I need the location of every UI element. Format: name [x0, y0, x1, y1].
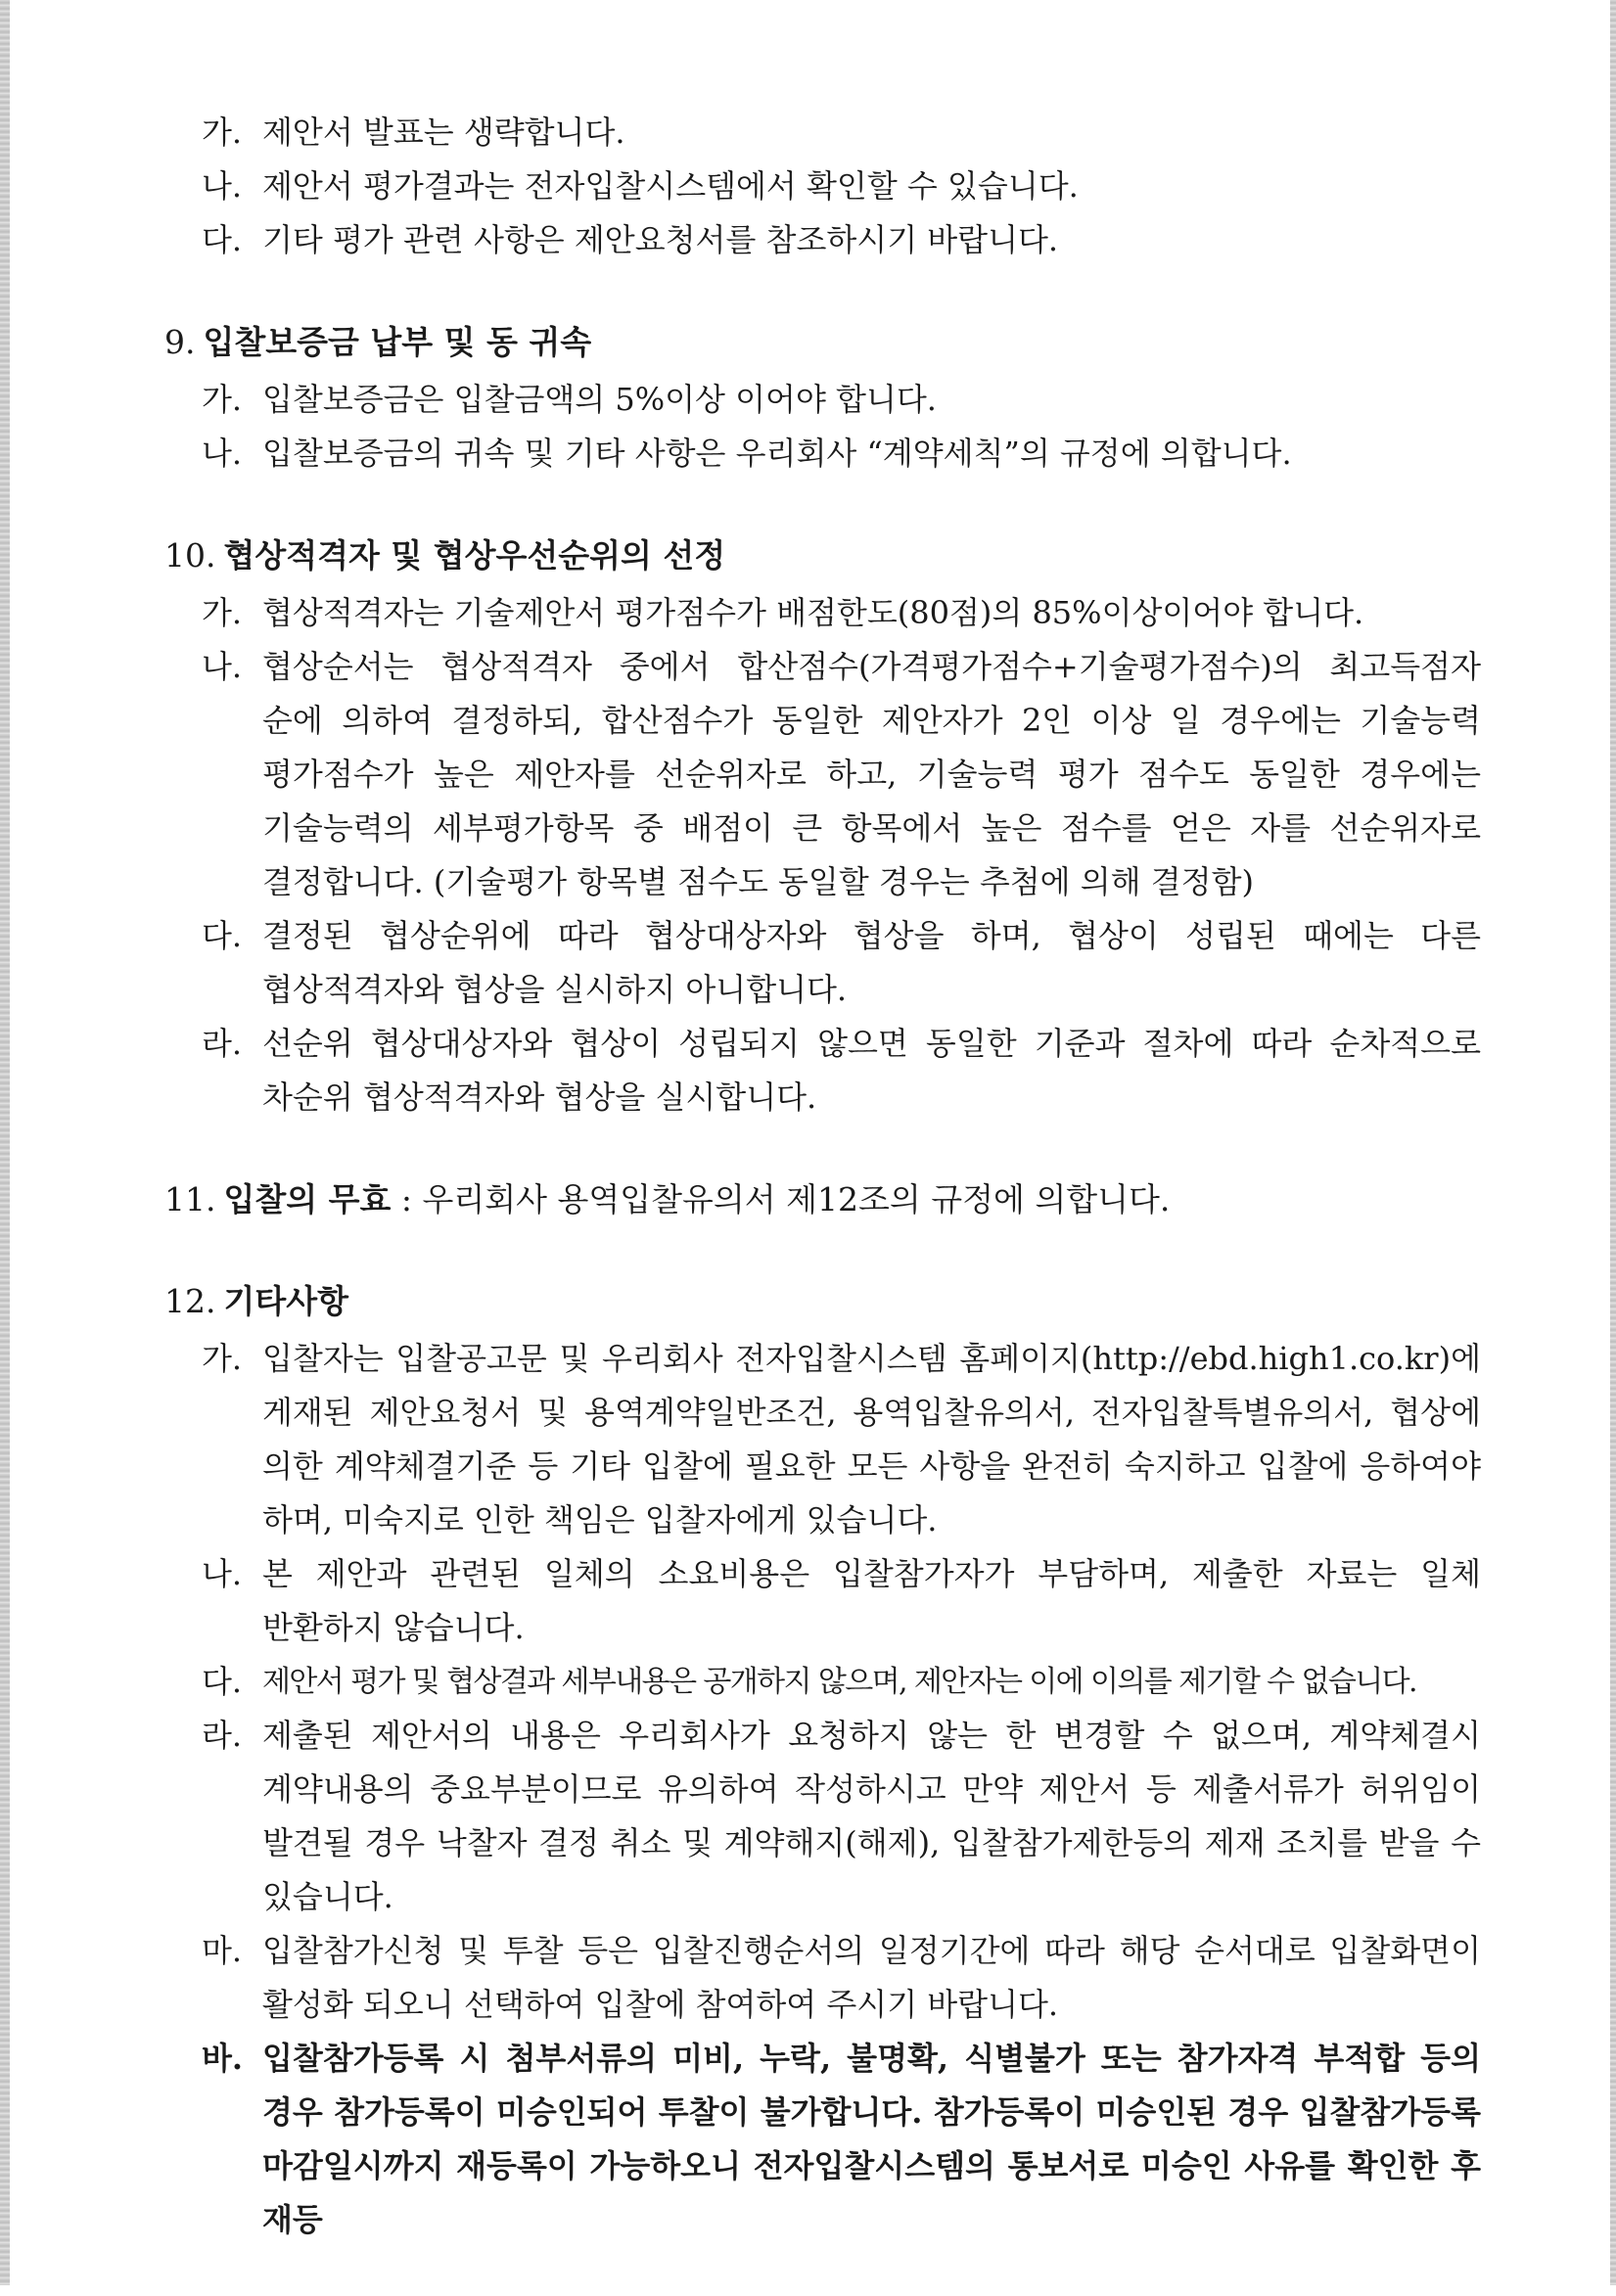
- item-text: 입찰자는 입찰공고문 및 우리회사 전자입찰시스템 홈페이지(http://ebd.high1.co.kr)에 게재된 제안요청서 및 용역계약일반조건, 용역입찰유의서, 전자입찰특별유의서, 협상에 의한 계약체결기준 등 기타 입찰에 필요한 모든 사항을 완전히 숙지하고 입찰에 응하여야 하며, 미숙지로 인한 책임은 입찰자에게 있습니다.: [262, 1340, 1481, 1538]
- item-text: 기타 평가 관련 사항은 제안요청서를 참조하시기 바랍니다.: [262, 221, 1059, 258]
- item-text: 입찰보증금의 귀속 및 기타 사항은 우리회사 “계약세칙”의 규정에 의합니다.: [262, 435, 1292, 472]
- item-label: 다.: [202, 917, 243, 954]
- item-label: 나.: [202, 167, 243, 205]
- section-title: 입찰의 무효: [223, 1180, 392, 1218]
- item-text: 제출된 제안서의 내용은 우리회사가 요청하지 않는 한 변경할 수 없으며, 계약체결시 계약내용의 중요부분이므로 유의하여 작성하시고 만약 제안서 등 제출서류가 허위임이 발견될 경우 낙찰자 결정 취소 및 계약해지(해제), 입찰참가제한등의 제재 조치를 받을 수 있습니다.: [262, 1717, 1481, 1915]
- item-label: 가.: [202, 114, 243, 151]
- list-item: [164, 1655, 1481, 1709]
- section-heading: [164, 1275, 1481, 1328]
- item-text: 협상순서는 협상적격자 중에서 합산점수(가격평가점수+기술평가점수)의 최고득점자 순에 의하여 결정하되, 합산점수가 동일한 제안자가 2인 이상 일 경우에는 기술능력 평가점수가 높은 제안자를 선순위자로 하고, 기술능력 평가 점수도 동일한 경우에는 기술능력의 세부평가항목 중 배점이 큰 항목에서 높은 점수를 얻은 자를 선순위자로 결정합니다. (기술평가 항목별 점수도 동일할 경우는 추첨에 의해 결정함): [262, 648, 1481, 900]
- list-item: [164, 1332, 1481, 1547]
- section-title: 입찰보증금 납부 및 동 귀속: [203, 323, 592, 361]
- list-item: [164, 427, 1481, 481]
- list-item: [164, 1547, 1481, 1655]
- item-text: 결정된 협상순위에 따라 협상대상자와 협상을 하며, 협상이 성립된 때에는 다른 협상적격자와 협상을 실시하지 아니합니다.: [262, 917, 1481, 1008]
- item-label: 마.: [202, 1932, 243, 1969]
- item-text: 제안서 평가 및 협상결과 세부내용은 공개하지 않으며, 제안자는 이에 이의를 제기할 수 없습니다.: [262, 1665, 1416, 1699]
- item-label: 가.: [202, 381, 243, 418]
- section-number: 10.: [164, 536, 216, 574]
- section-title: 기타사항: [223, 1282, 348, 1320]
- item-label: 나.: [202, 1555, 243, 1592]
- list-item: [164, 586, 1481, 640]
- item-label: 나.: [202, 648, 243, 685]
- section-heading: [164, 1173, 1481, 1226]
- section-9: [164, 316, 1481, 481]
- section-number: 9.: [164, 323, 196, 361]
- section-title: 협상적격자 및 협상우선순위의 선정: [223, 536, 726, 574]
- section-number: 11.: [164, 1180, 216, 1218]
- item-label: 다.: [202, 1663, 243, 1700]
- section-11: [164, 1173, 1481, 1226]
- section-heading: [164, 316, 1481, 369]
- section-text: : 우리회사 용역입찰유의서 제12조의 규정에 의합니다.: [391, 1180, 1171, 1218]
- item-label: 가.: [202, 1340, 243, 1377]
- list-item: [164, 160, 1481, 213]
- scan-edge-right: [1610, 0, 1616, 2285]
- list-item: [164, 106, 1481, 160]
- item-label: 라.: [202, 1717, 243, 1754]
- document-page: [164, 106, 1481, 2296]
- scan-edge-left: [0, 0, 10, 2285]
- item-label: 라.: [202, 1025, 243, 1062]
- item-label: 나.: [202, 435, 243, 472]
- list-item: [164, 1924, 1481, 2032]
- item-text: 입찰참가신청 및 투찰 등은 입찰진행순서의 일정기간에 따라 해당 순서대로 입찰화면이 활성화 되오니 선택하여 입찰에 참여하여 주시기 바랍니다.: [262, 1932, 1481, 2023]
- item-text: 제안서 평가결과는 전자입찰시스템에서 확인할 수 있습니다.: [262, 167, 1079, 205]
- list-item: [164, 213, 1481, 267]
- list-item: [164, 1017, 1481, 1125]
- item-label: 가.: [202, 594, 243, 631]
- item-text: 입찰보증금은 입찰금액의 5%이상 이어야 합니다.: [262, 381, 937, 418]
- item-text: 본 제안과 관련된 일체의 소요비용은 입찰참가자가 부담하며, 제출한 자료는 일체 반환하지 않습니다.: [262, 1555, 1481, 1646]
- item-text: 입찰참가등록 시 첨부서류의 미비, 누락, 불명확, 식별불가 또는 참가자격 부적합 등의 경우 참가등록이 미승인되어 투찰이 불가합니다. 참가등록이 미승인된 경우 입찰참가등록 마감일시까지 재등록이 가능하오니 전자입찰시스템의 통보서로 미승인 사유를 확인한 후 재등: [262, 2040, 1481, 2238]
- section-heading: [164, 529, 1481, 582]
- item-text: 선순위 협상대상자와 협상이 성립되지 않으면 동일한 기준과 절차에 따라 순차적으로 차순위 협상적격자와 협상을 실시합니다.: [262, 1025, 1481, 1116]
- item-text: 협상적격자는 기술제안서 평가점수가 배점한도(80점)의 85%이상이어야 합니다.: [262, 594, 1364, 631]
- section-10: [164, 529, 1481, 1125]
- section-number: 12.: [164, 1282, 216, 1320]
- item-text: 제안서 발표는 생략합니다.: [262, 114, 625, 151]
- list-item: [164, 640, 1481, 909]
- item-label: 바.: [202, 2040, 244, 2077]
- list-item: [164, 909, 1481, 1017]
- list-item: [164, 2032, 1481, 2247]
- section-top: [164, 106, 1481, 267]
- list-item: [164, 1709, 1481, 1924]
- section-12: [164, 1275, 1481, 2247]
- item-label: 다.: [202, 221, 243, 258]
- list-item: [164, 373, 1481, 427]
